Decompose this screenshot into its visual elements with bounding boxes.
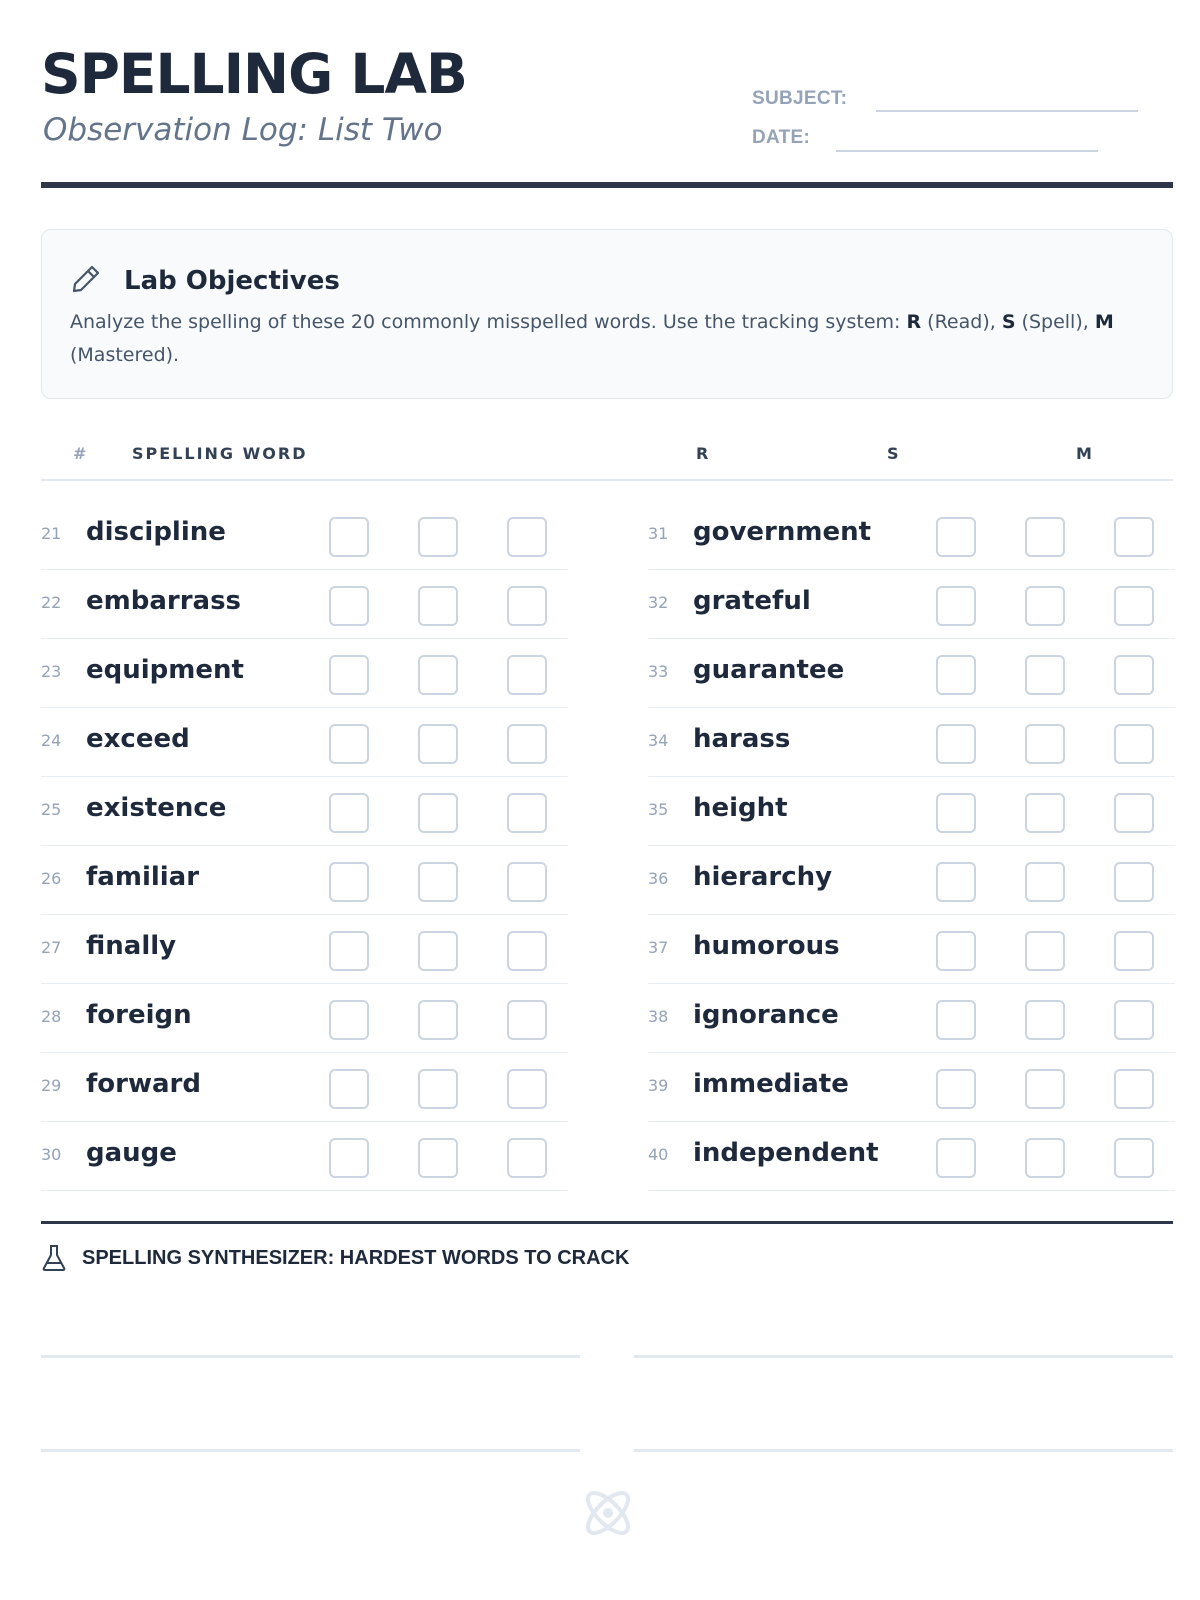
read-checkbox[interactable] bbox=[936, 517, 976, 557]
table-header-divider bbox=[41, 479, 1173, 481]
spelling-word: equipment bbox=[86, 655, 244, 685]
word-number: 33 bbox=[648, 662, 669, 681]
word-row bbox=[41, 639, 568, 708]
word-number: 35 bbox=[648, 800, 669, 819]
spell-checkbox[interactable] bbox=[1025, 655, 1065, 695]
read-checkbox[interactable] bbox=[329, 655, 369, 695]
subject-field[interactable] bbox=[876, 110, 1138, 112]
hard-word-line-1[interactable] bbox=[41, 1355, 580, 1358]
page-title: SPELLING LAB bbox=[41, 42, 467, 106]
spell-checkbox[interactable] bbox=[1025, 586, 1065, 626]
read-checkbox[interactable] bbox=[329, 1000, 369, 1040]
read-checkbox[interactable] bbox=[329, 793, 369, 833]
mastered-checkbox[interactable] bbox=[1114, 1000, 1154, 1040]
mastered-checkbox[interactable] bbox=[507, 724, 547, 764]
word-number: 29 bbox=[41, 1076, 62, 1095]
word-row bbox=[41, 708, 568, 777]
word-number: 37 bbox=[648, 938, 669, 957]
objectives-text: Analyze the spelling of these 20 commonly misspelled words. Use the tracking system: R (Read), S (Spell), M (Mastered). bbox=[70, 311, 1114, 366]
read-checkbox[interactable] bbox=[329, 724, 369, 764]
spell-checkbox[interactable] bbox=[1025, 862, 1065, 902]
date-label: DATE: bbox=[752, 127, 811, 148]
spelling-word: gauge bbox=[86, 1138, 177, 1168]
spelling-word: existence bbox=[86, 793, 227, 823]
mastered-checkbox[interactable] bbox=[507, 1069, 547, 1109]
header-divider bbox=[41, 182, 1173, 188]
mastered-checkbox[interactable] bbox=[1114, 1138, 1154, 1178]
worksheet-page bbox=[41, 0, 1173, 1600]
mastered-checkbox[interactable] bbox=[1114, 862, 1154, 902]
mastered-checkbox[interactable] bbox=[1114, 586, 1154, 626]
read-checkbox[interactable] bbox=[936, 655, 976, 695]
read-checkbox[interactable] bbox=[936, 724, 976, 764]
spelling-word: embarrass bbox=[86, 586, 242, 616]
read-checkbox[interactable] bbox=[329, 931, 369, 971]
spell-checkbox[interactable] bbox=[1025, 517, 1065, 557]
word-row bbox=[648, 501, 1175, 570]
spell-column-header: S bbox=[887, 444, 901, 463]
read-checkbox[interactable] bbox=[329, 1069, 369, 1109]
spell-checkbox[interactable] bbox=[418, 724, 458, 764]
spelling-word: discipline bbox=[86, 517, 226, 547]
objectives-panel bbox=[41, 229, 1173, 399]
mastered-checkbox[interactable] bbox=[1114, 931, 1154, 971]
spelling-word: humorous bbox=[693, 931, 840, 961]
word-number: 25 bbox=[41, 800, 62, 819]
spell-checkbox[interactable] bbox=[418, 1000, 458, 1040]
mastered-checkbox[interactable] bbox=[1114, 517, 1154, 557]
flask-icon bbox=[42, 1244, 66, 1272]
spell-checkbox[interactable] bbox=[1025, 931, 1065, 971]
spelling-word: hierarchy bbox=[693, 862, 833, 892]
word-number: 39 bbox=[648, 1076, 669, 1095]
mastered-checkbox[interactable] bbox=[1114, 724, 1154, 764]
spell-checkbox[interactable] bbox=[1025, 1069, 1065, 1109]
spell-checkbox[interactable] bbox=[1025, 793, 1065, 833]
spell-checkbox[interactable] bbox=[418, 931, 458, 971]
spell-checkbox[interactable] bbox=[418, 1138, 458, 1178]
word-row bbox=[648, 708, 1175, 777]
word-row bbox=[648, 639, 1175, 708]
spelling-word: grateful bbox=[693, 586, 811, 616]
number-column-header: # bbox=[73, 444, 89, 463]
read-checkbox[interactable] bbox=[936, 1000, 976, 1040]
word-row bbox=[648, 984, 1175, 1053]
read-checkbox[interactable] bbox=[329, 1138, 369, 1178]
read-column-header: R bbox=[696, 444, 711, 463]
spelling-word: exceed bbox=[86, 724, 190, 754]
pencil-icon bbox=[70, 263, 102, 295]
word-number: 26 bbox=[41, 869, 62, 888]
spell-checkbox[interactable] bbox=[418, 655, 458, 695]
mastered-checkbox[interactable] bbox=[1114, 793, 1154, 833]
word-number: 27 bbox=[41, 938, 62, 957]
mastered-checkbox[interactable] bbox=[507, 517, 547, 557]
date-field[interactable] bbox=[836, 150, 1098, 152]
word-number: 31 bbox=[648, 524, 669, 543]
word-row bbox=[648, 777, 1175, 846]
word-row bbox=[648, 915, 1175, 984]
mastered-column-header: M bbox=[1076, 444, 1094, 463]
word-row bbox=[648, 570, 1175, 639]
spell-checkbox[interactable] bbox=[418, 586, 458, 626]
read-checkbox[interactable] bbox=[936, 1138, 976, 1178]
word-number: 22 bbox=[41, 593, 62, 612]
spell-checkbox[interactable] bbox=[418, 862, 458, 902]
objectives-title: Lab Objectives bbox=[124, 266, 340, 296]
word-row bbox=[41, 915, 568, 984]
read-checkbox[interactable] bbox=[936, 793, 976, 833]
spelling-word: foreign bbox=[86, 1000, 192, 1030]
spelling-word: ignorance bbox=[693, 1000, 839, 1030]
word-number: 40 bbox=[648, 1145, 669, 1164]
word-list-right bbox=[648, 501, 1175, 1191]
spelling-word: forward bbox=[86, 1069, 201, 1099]
spelling-word: independent bbox=[693, 1138, 879, 1168]
word-row bbox=[41, 1122, 568, 1191]
spelling-word: harass bbox=[693, 724, 791, 754]
atom-icon bbox=[579, 1484, 637, 1542]
word-column-header: SPELLING WORD bbox=[132, 444, 308, 463]
mastered-checkbox[interactable] bbox=[507, 862, 547, 902]
word-number: 21 bbox=[41, 524, 62, 543]
read-checkbox[interactable] bbox=[329, 586, 369, 626]
read-checkbox[interactable] bbox=[329, 517, 369, 557]
word-row bbox=[41, 984, 568, 1053]
word-list-left bbox=[41, 501, 568, 1191]
spell-checkbox[interactable] bbox=[1025, 1138, 1065, 1178]
word-row bbox=[648, 1053, 1175, 1122]
mastered-checkbox[interactable] bbox=[507, 793, 547, 833]
hard-word-line-3[interactable] bbox=[41, 1449, 580, 1452]
spelling-word: immediate bbox=[693, 1069, 849, 1099]
spell-checkbox[interactable] bbox=[418, 793, 458, 833]
spell-checkbox[interactable] bbox=[418, 1069, 458, 1109]
mastered-checkbox[interactable] bbox=[507, 1000, 547, 1040]
read-checkbox[interactable] bbox=[936, 586, 976, 626]
word-number: 36 bbox=[648, 869, 669, 888]
mastered-checkbox[interactable] bbox=[1114, 655, 1154, 695]
spelling-word: familiar bbox=[86, 862, 200, 892]
spelling-word: government bbox=[693, 517, 872, 547]
page-subtitle: Observation Log: List Two bbox=[43, 112, 443, 148]
mastered-checkbox[interactable] bbox=[507, 655, 547, 695]
read-checkbox[interactable] bbox=[936, 1069, 976, 1109]
hard-word-line-2[interactable] bbox=[634, 1355, 1173, 1358]
mastered-checkbox[interactable] bbox=[507, 586, 547, 626]
read-checkbox[interactable] bbox=[936, 862, 976, 902]
word-row bbox=[41, 1053, 568, 1122]
spell-checkbox[interactable] bbox=[1025, 1000, 1065, 1040]
word-row bbox=[41, 570, 568, 639]
spelling-word: height bbox=[693, 793, 788, 823]
word-number: 32 bbox=[648, 593, 669, 612]
word-number: 38 bbox=[648, 1007, 669, 1026]
word-row bbox=[41, 501, 568, 570]
synthesizer-title: SPELLING SYNTHESIZER: HARDEST WORDS TO CRACK bbox=[82, 1247, 630, 1269]
mastered-checkbox[interactable] bbox=[507, 1138, 547, 1178]
word-number: 30 bbox=[41, 1145, 62, 1164]
spell-checkbox[interactable] bbox=[1025, 724, 1065, 764]
read-checkbox[interactable] bbox=[936, 931, 976, 971]
spelling-word: guarantee bbox=[693, 655, 845, 685]
spelling-word: finally bbox=[86, 931, 177, 961]
word-row bbox=[648, 1122, 1175, 1191]
hard-word-line-4[interactable] bbox=[634, 1449, 1173, 1452]
mastered-checkbox[interactable] bbox=[1114, 1069, 1154, 1109]
subject-label: SUBJECT: bbox=[752, 88, 848, 109]
word-row bbox=[41, 777, 568, 846]
read-checkbox[interactable] bbox=[329, 862, 369, 902]
synthesizer-divider bbox=[41, 1221, 1173, 1224]
word-number: 23 bbox=[41, 662, 62, 681]
word-row bbox=[648, 846, 1175, 915]
word-row bbox=[41, 846, 568, 915]
word-number: 28 bbox=[41, 1007, 62, 1026]
word-number: 24 bbox=[41, 731, 62, 750]
word-number: 34 bbox=[648, 731, 669, 750]
mastered-checkbox[interactable] bbox=[507, 931, 547, 971]
spell-checkbox[interactable] bbox=[418, 517, 458, 557]
